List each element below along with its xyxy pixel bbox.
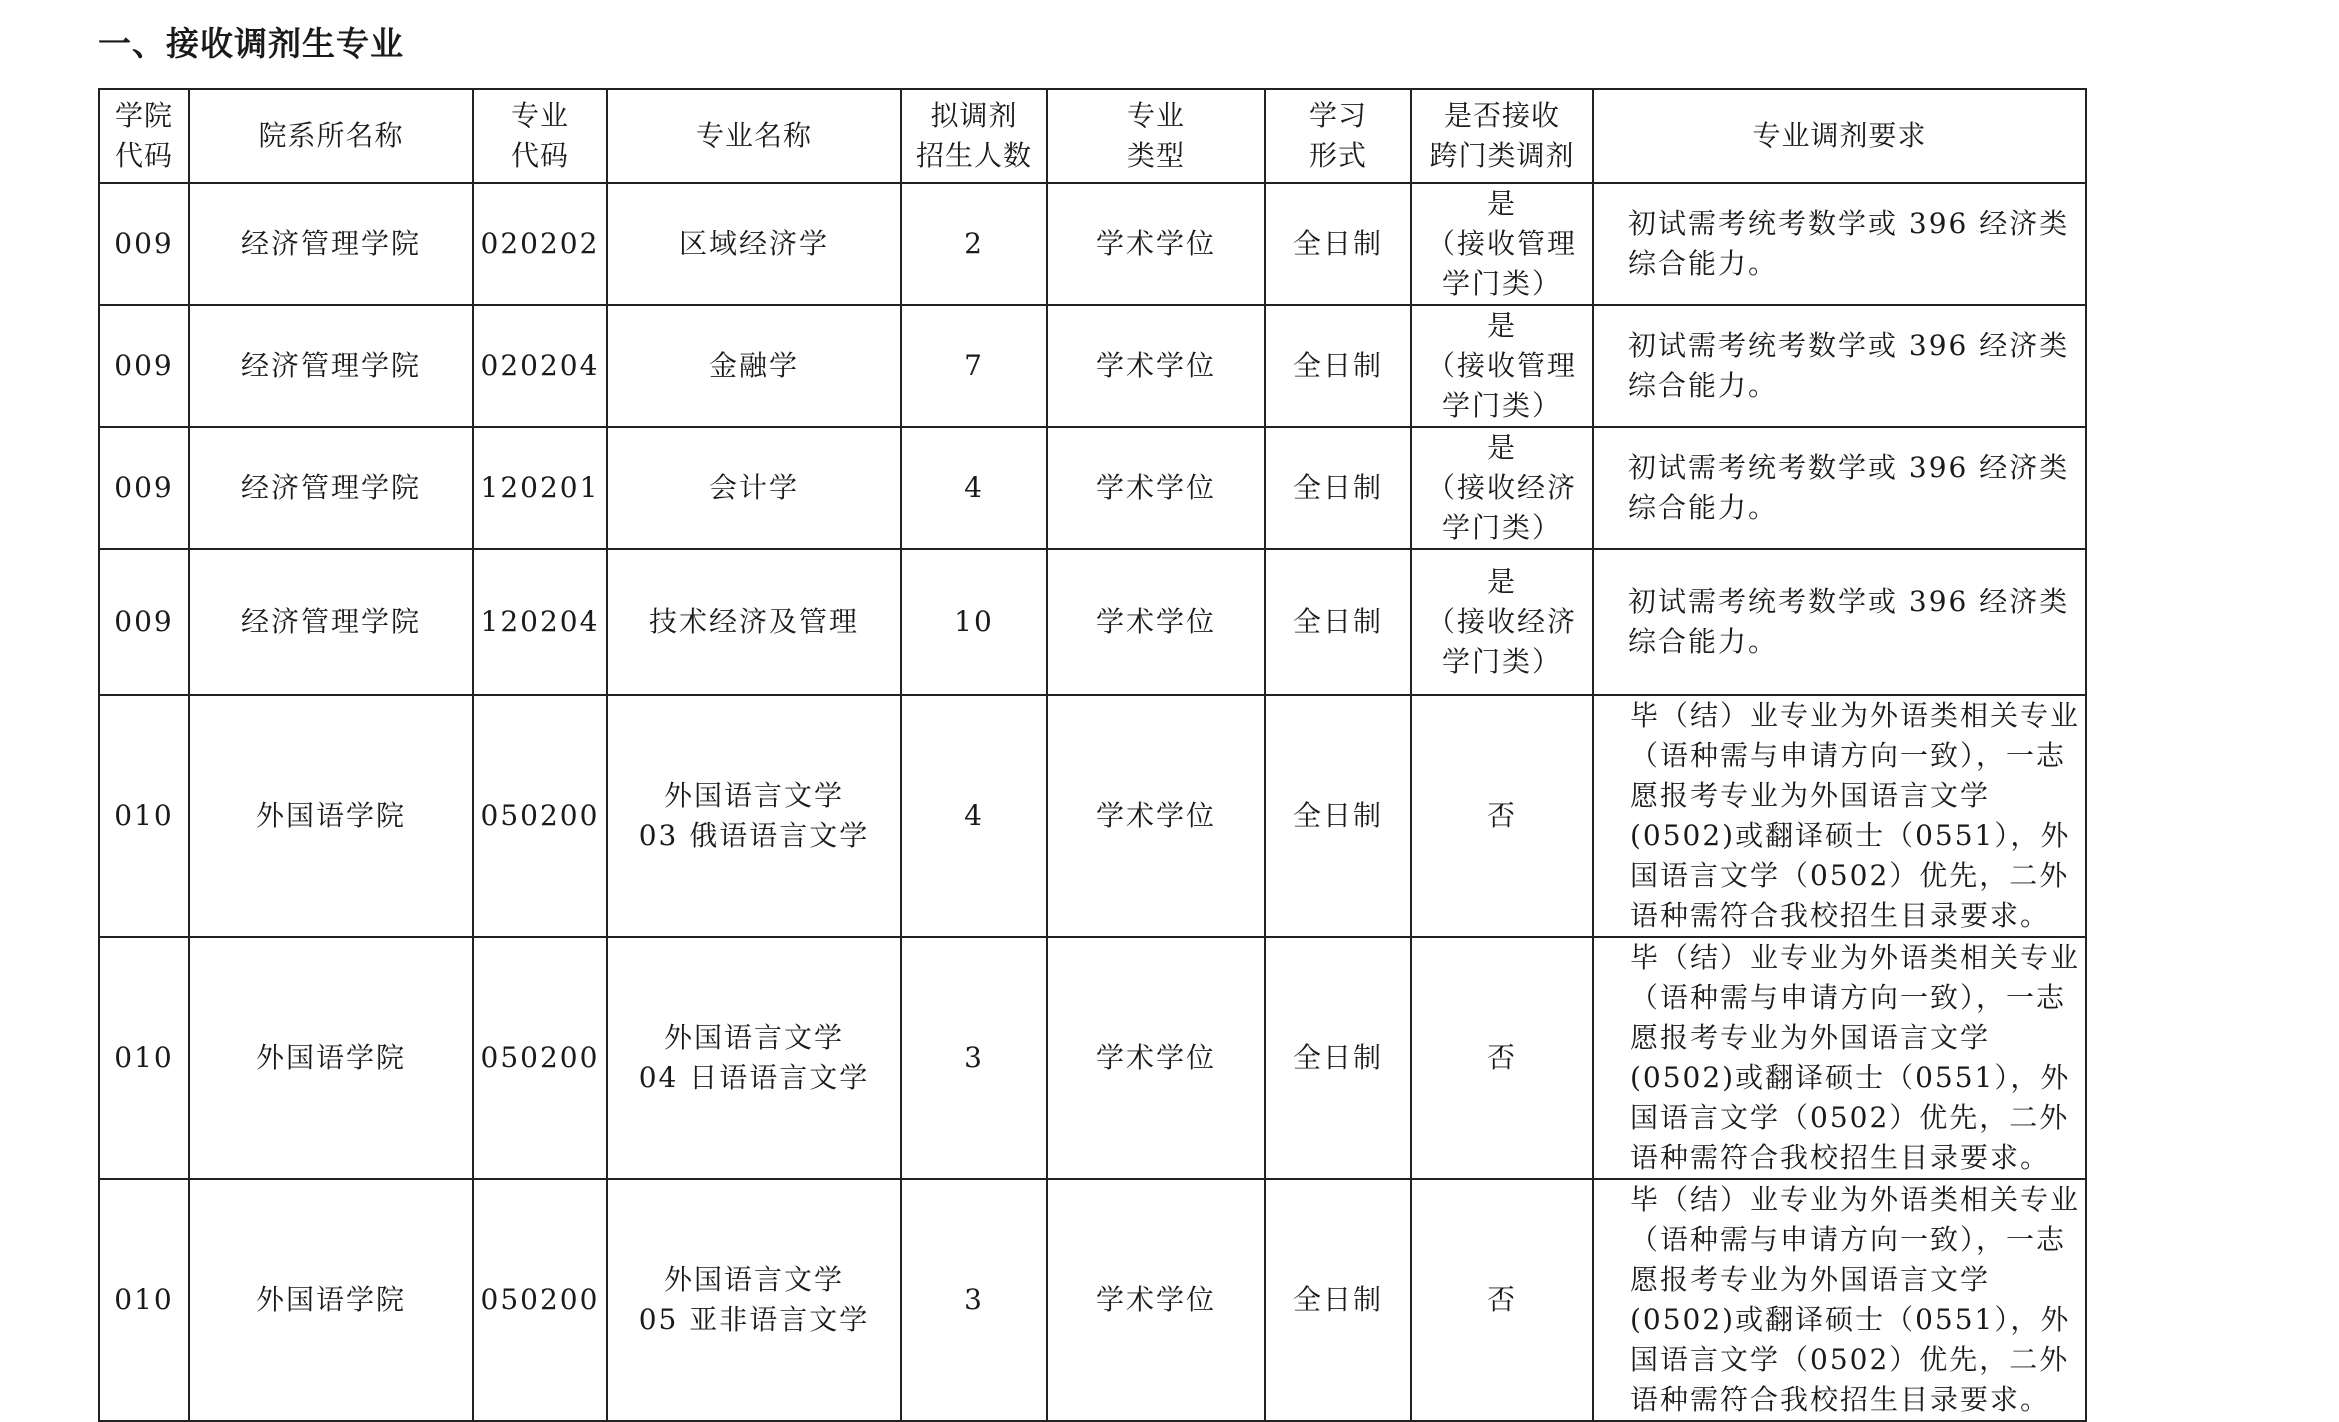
major-code-cell: 050200 — [473, 695, 607, 937]
college-code-cell: 009 — [99, 549, 189, 695]
major-name-cell — [607, 305, 901, 427]
table-row — [99, 1179, 2086, 1421]
header-requirement: 专业调剂要求 — [1593, 89, 2086, 183]
cross-category-cell — [1411, 305, 1593, 427]
study-mode-cell: 全日制 — [1265, 695, 1411, 937]
table-row — [99, 305, 2086, 427]
cross-category-cell — [1411, 183, 1593, 305]
table-row — [99, 937, 2086, 1179]
cross-category-text: 是 （接收管理 学门类） — [1426, 309, 1577, 422]
study-mode-cell: 全日制 — [1265, 549, 1411, 695]
header-major-code: 专业 代码 — [473, 89, 607, 183]
major-name-cell — [607, 695, 901, 937]
major-code-cell: 120201 — [473, 427, 607, 549]
college-code-cell: 010 — [99, 695, 189, 937]
study-mode-cell: 全日制 — [1265, 937, 1411, 1179]
major-name-cell — [607, 1179, 901, 1421]
major-code-cell: 050200 — [473, 1179, 607, 1421]
quota-cell: 4 — [901, 427, 1047, 549]
major-code-cell: 020204 — [473, 305, 607, 427]
dept-name-cell: 外国语学院 — [189, 937, 473, 1179]
cross-category-text: 否 — [1486, 799, 1517, 832]
requirement-cell: 毕（结）业专业为外语类相关专业（语种需与申请方向一致），一志愿报考专业为外国语言文学(0502)或翻译硕士（0551），外国语言文学（0502）优先，二外语种需符合我校招生目录要求。 — [1593, 1179, 2086, 1421]
cross-category-cell — [1411, 937, 1593, 1179]
college-code-cell: 010 — [99, 1179, 189, 1421]
requirement-cell: 初试需考统考数学或 396 经济类综合能力。 — [1593, 549, 2086, 695]
cross-category-cell — [1411, 1179, 1593, 1421]
dept-name-cell: 经济管理学院 — [189, 183, 473, 305]
major-type-cell: 学术学位 — [1047, 695, 1265, 937]
study-mode-cell: 全日制 — [1265, 305, 1411, 427]
major-name-text: 金融学 — [708, 349, 799, 382]
major-name-cell — [607, 183, 901, 305]
quota-cell: 7 — [901, 305, 1047, 427]
header-major-type: 专业 类型 — [1047, 89, 1265, 183]
study-mode-cell: 全日制 — [1265, 427, 1411, 549]
cross-category-text: 是 （接收管理 学门类） — [1426, 187, 1577, 300]
major-type-cell: 学术学位 — [1047, 937, 1265, 1179]
major-name-text: 技术经济及管理 — [648, 605, 859, 638]
dept-name-cell: 经济管理学院 — [189, 305, 473, 427]
adjustment-majors-table — [98, 88, 2087, 1422]
cross-category-text: 是 （接收经济 学门类） — [1426, 565, 1577, 678]
major-name-cell — [607, 937, 901, 1179]
college-code-cell: 010 — [99, 937, 189, 1179]
dept-name-cell: 经济管理学院 — [189, 427, 473, 549]
table-row — [99, 695, 2086, 937]
quota-cell: 4 — [901, 695, 1047, 937]
requirement-cell: 毕（结）业专业为外语类相关专业（语种需与申请方向一致），一志愿报考专业为外国语言文学(0502)或翻译硕士（0551），外国语言文学（0502）优先，二外语种需符合我校招生目录要求。 — [1593, 695, 2086, 937]
dept-name-cell: 经济管理学院 — [189, 549, 473, 695]
quota-cell: 2 — [901, 183, 1047, 305]
dept-name-cell: 外国语学院 — [189, 695, 473, 937]
table-row — [99, 427, 2086, 549]
major-code-cell: 020202 — [473, 183, 607, 305]
major-name-cell — [607, 549, 901, 695]
requirement-cell: 初试需考统考数学或 396 经济类综合能力。 — [1593, 427, 2086, 549]
major-name-cell — [607, 427, 901, 549]
major-name-text: 外国语言文学 05 亚非语言文学 — [638, 1263, 870, 1336]
cross-category-cell — [1411, 695, 1593, 937]
table-row — [99, 549, 2086, 695]
dept-name-cell: 外国语学院 — [189, 1179, 473, 1421]
college-code-cell: 009 — [99, 427, 189, 549]
quota-cell: 3 — [901, 937, 1047, 1179]
section-title: 一、接收调剂生专业 — [98, 24, 404, 63]
quota-cell: 10 — [901, 549, 1047, 695]
study-mode-cell: 全日制 — [1265, 1179, 1411, 1421]
major-type-cell: 学术学位 — [1047, 183, 1265, 305]
table-row — [99, 183, 2086, 305]
header-cross-category: 是否接收 跨门类调剂 — [1411, 89, 1593, 183]
major-code-cell: 050200 — [473, 937, 607, 1179]
major-code-cell: 120204 — [473, 549, 607, 695]
cross-category-text: 否 — [1486, 1041, 1517, 1074]
table-header-row — [99, 89, 2086, 183]
college-code-cell: 009 — [99, 305, 189, 427]
header-college-code: 学院 代码 — [99, 89, 189, 183]
requirement-cell: 初试需考统考数学或 396 经济类综合能力。 — [1593, 305, 2086, 427]
study-mode-cell: 全日制 — [1265, 183, 1411, 305]
major-type-cell: 学术学位 — [1047, 305, 1265, 427]
header-major-name: 专业名称 — [607, 89, 901, 183]
major-name-text: 会计学 — [708, 471, 799, 504]
major-type-cell: 学术学位 — [1047, 427, 1265, 549]
header-dept-name: 院系所名称 — [189, 89, 473, 183]
header-study-mode: 学习 形式 — [1265, 89, 1411, 183]
cross-category-text: 否 — [1486, 1283, 1517, 1316]
requirement-cell: 毕（结）业专业为外语类相关专业（语种需与申请方向一致），一志愿报考专业为外国语言文学(0502)或翻译硕士（0551），外国语言文学（0502）优先，二外语种需符合我校招生目录要求。 — [1593, 937, 2086, 1179]
college-code-cell: 009 — [99, 183, 189, 305]
major-type-cell: 学术学位 — [1047, 1179, 1265, 1421]
major-type-cell: 学术学位 — [1047, 549, 1265, 695]
cross-category-cell — [1411, 427, 1593, 549]
quota-cell: 3 — [901, 1179, 1047, 1421]
requirement-cell: 初试需考统考数学或 396 经济类综合能力。 — [1593, 183, 2086, 305]
cross-category-text: 是 （接收经济 学门类） — [1426, 431, 1577, 544]
major-name-text: 外国语言文学 04 日语语言文学 — [638, 1021, 870, 1094]
major-name-text: 区域经济学 — [678, 227, 829, 260]
header-quota: 拟调剂 招生人数 — [901, 89, 1047, 183]
cross-category-cell — [1411, 549, 1593, 695]
major-name-text: 外国语言文学 03 俄语语言文学 — [638, 779, 870, 852]
